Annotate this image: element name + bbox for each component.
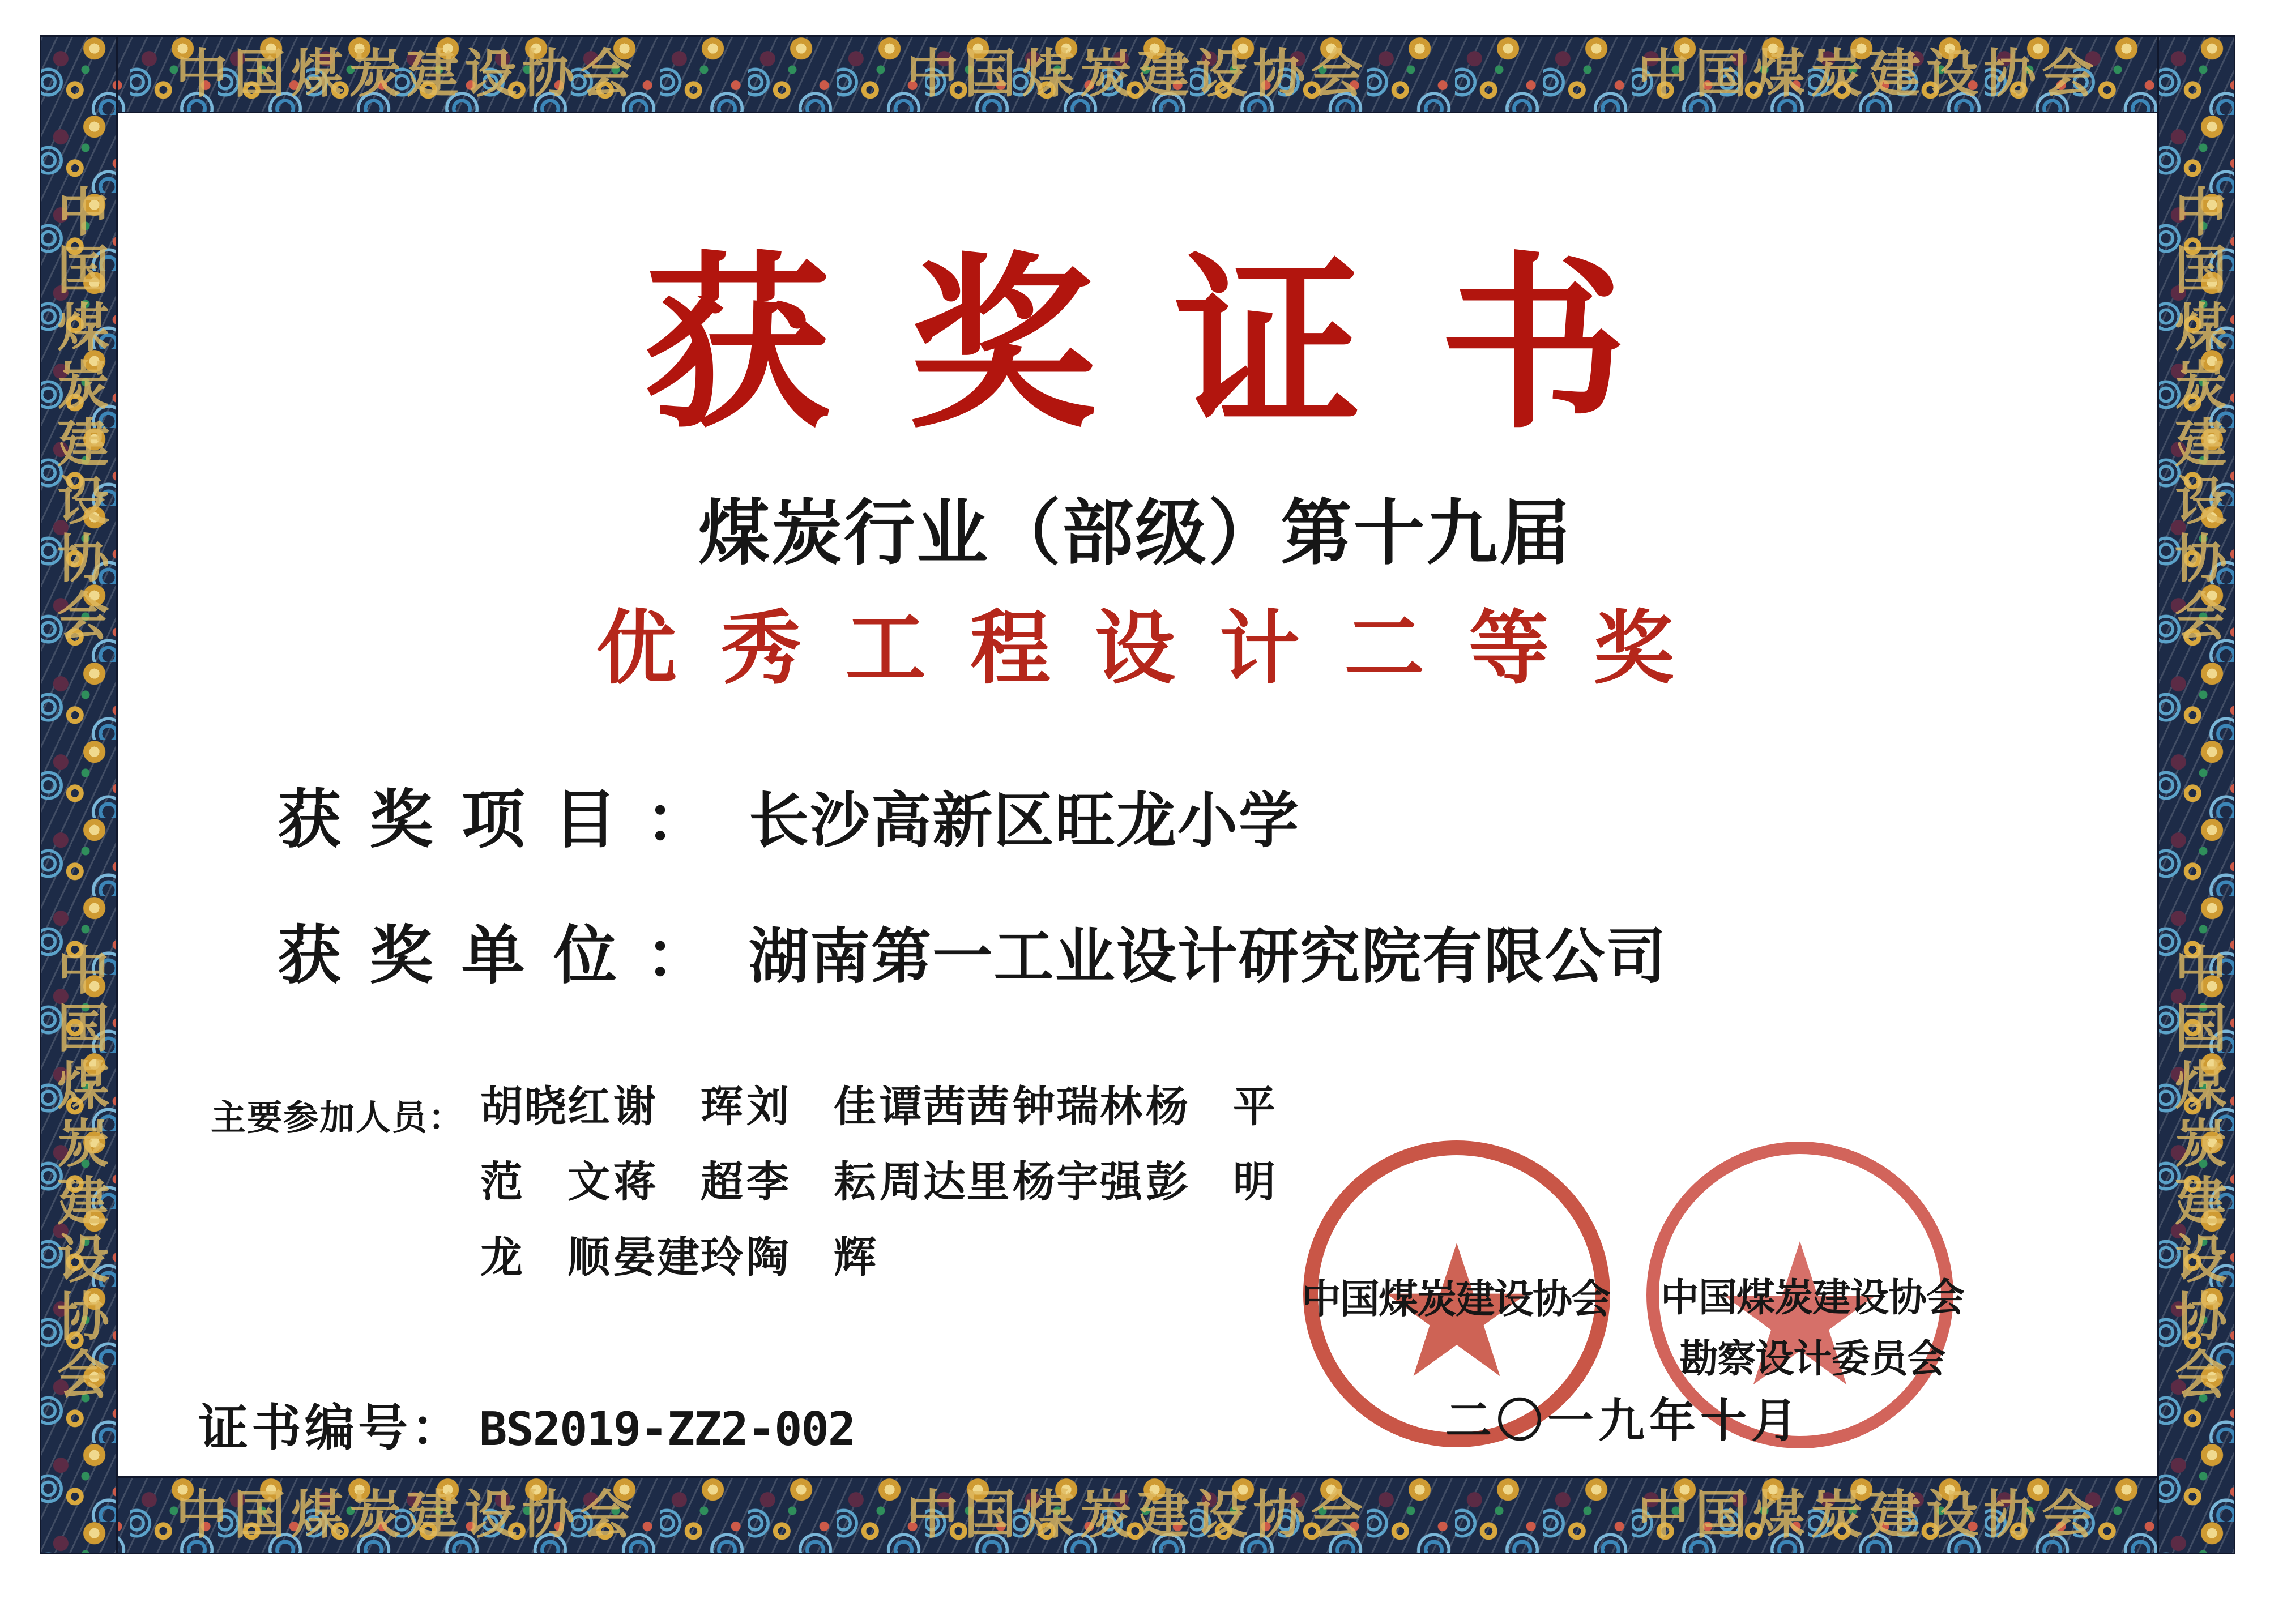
border-watermark-text: 中国煤炭建设协会 [1637,1486,2100,1544]
project-row [278,769,1300,860]
border-watermark-text: 中国煤炭建设协会 [1637,45,2100,103]
border-watermark-text: 中国煤炭建设协会 [176,1486,638,1544]
unit-label: 获奖单位： [278,921,737,992]
project-label: 获奖项目： [278,785,737,856]
participant-name: 谭茜茜 [880,1084,1011,1131]
cert-number-label: 证书编号： [198,1401,465,1456]
border-band-top [40,35,2235,113]
participant-name: 周达里 [880,1159,1011,1206]
participant-name: 蒋 超 [613,1159,745,1206]
participant-name: 胡晓红 [480,1084,612,1131]
participant-name: 陶 辉 [746,1234,878,1281]
border-band-right [2157,35,2235,1554]
border-watermark-text: 中国煤炭建设协会 [176,45,638,103]
participant-name: 彭 明 [1146,1159,1277,1206]
border-watermark-text: 中国煤炭建设协会 [50,185,108,647]
cert-number-value: BS2019-ZZ2-002 [479,1403,855,1456]
participant-row [480,1156,1279,1231]
border-watermark-text: 中国煤炭建设协会 [50,942,108,1405]
participant-name: 杨 平 [1146,1084,1277,1131]
border-band-left [40,35,118,1554]
border-watermark-text: 中国煤炭建设协会 [906,45,1369,103]
unit-row [278,905,1667,996]
participant-name: 钟瑞林 [1013,1084,1144,1131]
border-band-bottom [40,1476,2235,1554]
subtitle-line: 煤炭行业（部级）第十九届 [698,495,1572,574]
participants-label: 主要参加人员： [211,1099,465,1138]
participant-name: 晏建玲 [613,1234,745,1281]
certificate-title: 获奖证书 [643,243,1705,450]
right-org-name-line2: 勘察设计委员会 [1679,1337,1945,1381]
participant-row [480,1231,1279,1306]
participant-rows [480,1080,1279,1306]
issue-date: 二〇一九年十月 [1445,1395,1803,1447]
award-grade-line: 优秀工程设计二等奖 [596,604,1718,694]
participants-block [211,1080,1279,1306]
right-org-name-line1: 中国煤炭建设协会 [1660,1276,1964,1319]
unit-value: 湖南第一工业设计研究院有限公司 [749,924,1667,990]
left-org-name: 中国煤炭建设协会 [1302,1278,1610,1322]
border-watermark-text: 中国煤炭建设协会 [2167,185,2225,647]
participant-name: 李 耘 [746,1159,878,1206]
participant-name: 刘 佳 [746,1084,878,1131]
border-watermark-text: 中国煤炭建设协会 [906,1486,1369,1544]
participant-name: 谢 珲 [613,1084,745,1131]
right-org-name [1625,1267,1999,1390]
cert-number-row [198,1388,855,1460]
participant-row [480,1080,1279,1156]
participant-name: 杨宇强 [1013,1159,1144,1206]
participant-name: 龙 顺 [480,1234,612,1281]
participant-name: 范 文 [480,1159,612,1206]
border-watermark-text: 中国煤炭建设协会 [2167,942,2225,1405]
project-value: 长沙高新区旺龙小学 [749,788,1300,854]
